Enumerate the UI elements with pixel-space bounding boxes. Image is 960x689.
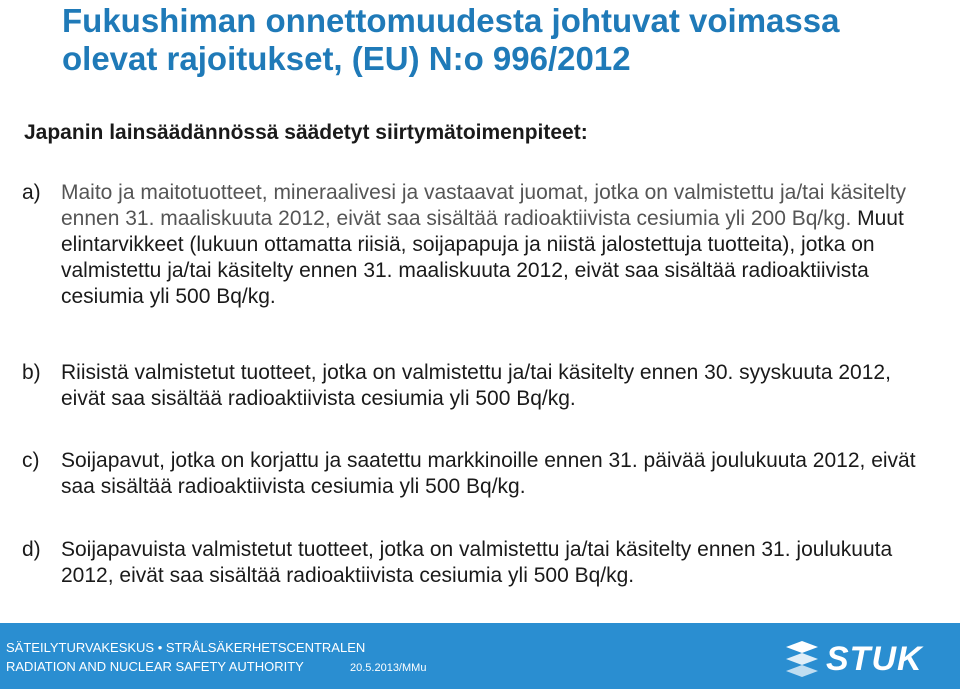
list-marker: a) xyxy=(22,181,41,204)
slide-title: Fukushiman onnettomuudesta johtuvat voimassa olevat rajoitukset, (EU) N:o 996/2012 xyxy=(62,2,840,77)
footer-org-name: SÄTEILYTURVAKESKUS • STRÅLSÄKERHETSCENTRALEN xyxy=(6,640,366,655)
list-item-d xyxy=(22,537,937,589)
stuk-logo xyxy=(780,637,950,681)
footer-bar xyxy=(0,623,960,689)
list-item-text xyxy=(61,180,937,310)
list-marker: d) xyxy=(22,538,41,561)
list-item-text-highlighted: Muut elintarvikkeet (lukuun ottamatta riisiä, soijapapuja ja niistä jalostettuja tuotteita), jotka on valmistettu ja/tai käsitelty ennen 31. maaliskuuta 2012, eivät saa sisältää radioaktiivista cesiumia yli 500 Bq/kg. xyxy=(61,207,904,308)
list-item-a xyxy=(22,180,937,310)
stuk-emblem-icon xyxy=(780,637,824,681)
subtitle: Japanin lainsäädännössä säädetyt siirtymätoimenpiteet: xyxy=(24,121,588,144)
footer-date: 20.5.2013/MMu xyxy=(350,662,427,674)
list-item-text: Soijapavuista valmistetut tuotteet, jotka on valmistettu ja/tai käsitelty ennen 31. joulukuuta 2012, eivät saa sisältää radioaktiivista cesiumia yli 500 Bq/kg. xyxy=(61,538,893,587)
footer-org-english: RADIATION AND NUCLEAR SAFETY AUTHORITY xyxy=(6,659,304,674)
list-item-text: Soijapavut, jotka on korjattu ja saatettu markkinoille ennen 31. päivää joulukuuta 2012, eivät saa sisältää radioaktiivista cesiumia yli 500 Bq/kg. xyxy=(61,449,916,498)
list-item-text: Riisistä valmistetut tuotteet, jotka on valmistettu ja/tai käsitelty ennen 30. syyskuuta 2012, eivät saa sisältää radioaktiivista cesiumia yli 500 Bq/kg. xyxy=(61,361,891,410)
list-item-c xyxy=(22,448,937,500)
list-item-b xyxy=(22,360,937,412)
list-marker: b) xyxy=(22,361,41,384)
list-item-text-dimmed: Maito ja maitotuotteet, mineraalivesi ja vastaavat juomat, jotka on valmistettu ja/tai käsitelty ennen 31. maaliskuuta 2012, eivät saa sisältää radioaktiivista cesiumia yli 200 Bq/kg. xyxy=(61,181,907,230)
list-marker: c) xyxy=(22,449,40,472)
logo-text: STUK xyxy=(826,640,923,678)
